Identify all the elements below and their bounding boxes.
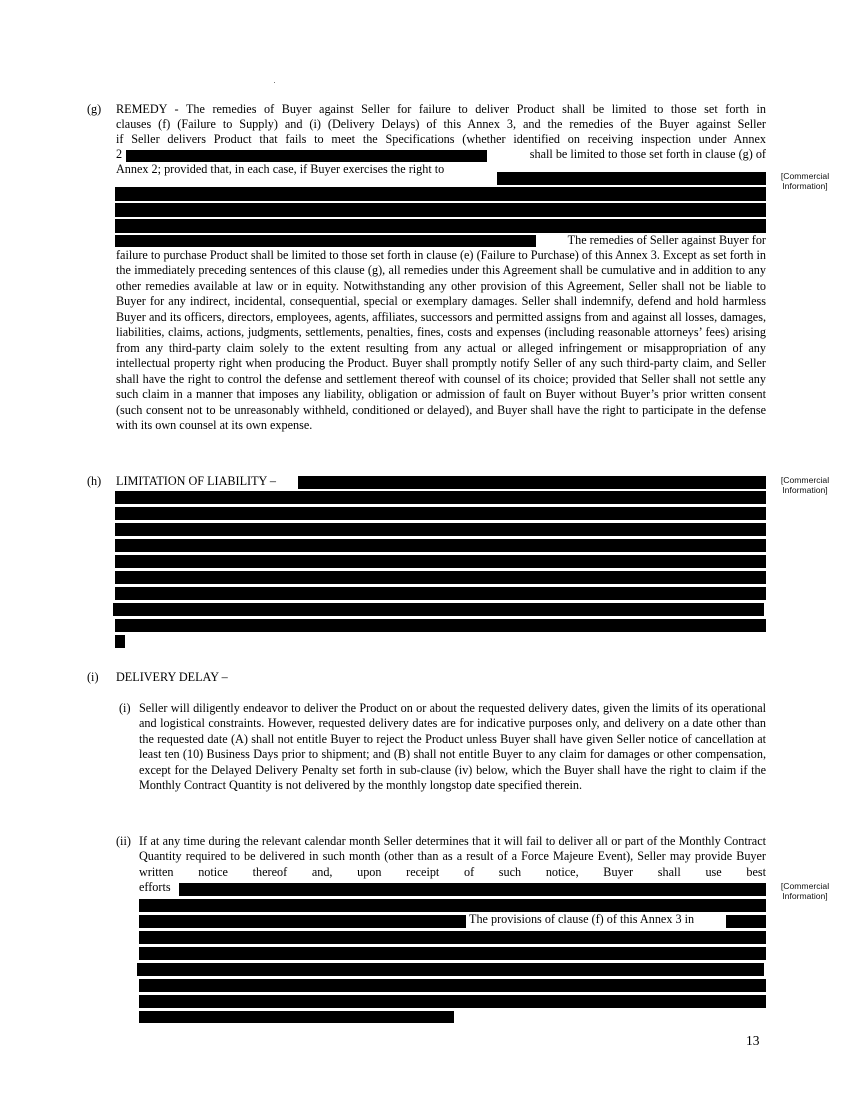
clause-g-line-5: Annex 2; provided that, in each case, if Buyer exercises the right to [116,162,445,176]
clause-g-line-9-end: The remedies of Seller against Buyer for [567,233,766,247]
redaction-bar [115,187,766,201]
commercial-information-note [769,881,841,901]
clause-h-heading: LIMITATION OF LIABILITY – [116,474,277,488]
redaction-bar [137,963,764,976]
clause-g-label: (g) [87,102,102,116]
sub-clause-ii-label: (ii) [116,834,131,848]
clause-i-heading: DELIVERY DELAY – [116,670,228,684]
clause-h-label: (h) [87,474,102,488]
sub-clause-ii-efforts: efforts [139,880,171,894]
redaction-bar [115,539,766,552]
sub-clause-i-label: (i) [119,701,131,715]
note-line: [Commercial [780,475,830,485]
redaction-bar [139,931,766,944]
page-number: 13 [746,1033,760,1048]
clause-g-line-1: REMEDY - The remedies of Buyer against Seller for failure to deliver Product shall be limited to those set forth in [116,102,766,116]
redaction-bar [139,915,466,928]
redaction-bar [115,219,766,233]
redaction-bar [139,1011,454,1023]
redaction-bar [139,979,766,992]
note-line: [Commercial [780,881,830,891]
redaction-bar [115,619,766,632]
redaction-bar [139,947,766,960]
redaction-bar [115,635,125,648]
redaction-bar [139,995,766,1008]
clause-g-line-2: clauses (f) (Failure to Supply) and (i) (Delivery Delays) of this Annex 3, and the remedies of the Buyer against Seller [116,117,766,131]
redaction-bar [115,235,536,247]
redaction-bar [726,915,766,928]
note-line: Information] [782,181,828,191]
clause-i-label: (i) [87,670,99,684]
clause-g-line-3: if Seller delivers Product that fails to meet the Specifications (whether identified on receiving inspection under Annex [116,132,766,146]
clause-g-line-4-start: 2 [116,147,123,161]
note-line: Information] [782,485,828,495]
redaction-bar [115,587,766,600]
sub-clause-ii-provisions: The provisions of clause (f) of this Annex 3 in [469,912,695,926]
commercial-information-note [769,171,841,191]
redaction-bar [113,603,764,616]
clause-g-paragraph: failure to purchase Product shall be limited to those set forth in clause (e) (Failure to Purchase) of this Annex 3. Except as set forth in the immediately preceding sentences of this clause (g), all remedies under this Agreement shall be cumulative and in addition to any other remedies available at law or in equity. Notwithstanding any other provision of this Agreement, Seller shall not be liable to Buyer for any indirect, incidental, consequential, special or exemplary damages. Seller shall indemnify, defend and hold harmless Buyer and its officers, directors, employees, agents, affiliates, successors and permitted assigns from and against all losses, damages, liabilities, claims, actions, judgments, settlements, penalties, fines, costs and expenses (including reasonable attorneys’ fees) arising from any third-party claim solely to the extent resulting from any actual or alleged infringement or misappropriation of any intellectual property right when producing the Product. Buyer shall promptly notify Seller of any such third-party claim, and Seller shall have the right to control the defense and settlement thereof with counsel of its choice; provided that Seller shall not settle any such claim in a manner that imposes any liability, obligation or admission of fault on Buyer without Buyer’s prior written consent (such consent not to be unreasonably withheld, conditioned or delayed), and Buyer shall have the right to participate in the defense with its own counsel at its own expense. [116,248,766,432]
clause-g-line-4-end: shall be limited to those set forth in clause (g) of [529,147,766,161]
redaction-bar [115,555,766,568]
redaction-bar [179,883,766,896]
redaction-bar [139,899,766,912]
redaction-bar [115,507,766,520]
scan-speck [274,82,275,83]
redaction-bar [115,203,766,217]
sub-clause-ii-paragraph: If at any time during the relevant calendar month Seller determines that it will fail to deliver all or part of the Monthly Contract Quantity required to be delivered in such month (other than as a result of a Force Majeure Event), Seller may provide Buyer written notice thereof and, upon receipt of such notice, Buyer shall use best [139,834,766,879]
redaction-bar [298,476,766,489]
commercial-information-note [769,475,841,495]
redaction-bar [497,172,766,185]
note-line: Information] [782,891,828,901]
redaction-bar [126,150,487,162]
sub-clause-i-paragraph: Seller will diligently endeavor to deliver the Product on or about the requested delivery dates, given the limits of its operational and logistical constraints. However, requested delivery dates are for indicative purposes only, and delivery on a date other than the requested date (A) shall not entitle Buyer to reject the Product unless Buyer shall have given Seller notice of cancellation at least ten (10) Business Days prior to shipment; and (B) shall not entitle Buyer to any claim for damages or other compensation, except for the Delayed Delivery Penalty set forth in sub-clause (iv) below, which the Buyer shall have the right to claim if the Monthly Contract Quantity is not delivered by the monthly longstop date specified therein. [139,701,766,793]
redaction-bar [115,491,766,504]
note-line: [Commercial [780,171,830,181]
redaction-bar [115,523,766,536]
redaction-bar [115,571,766,584]
